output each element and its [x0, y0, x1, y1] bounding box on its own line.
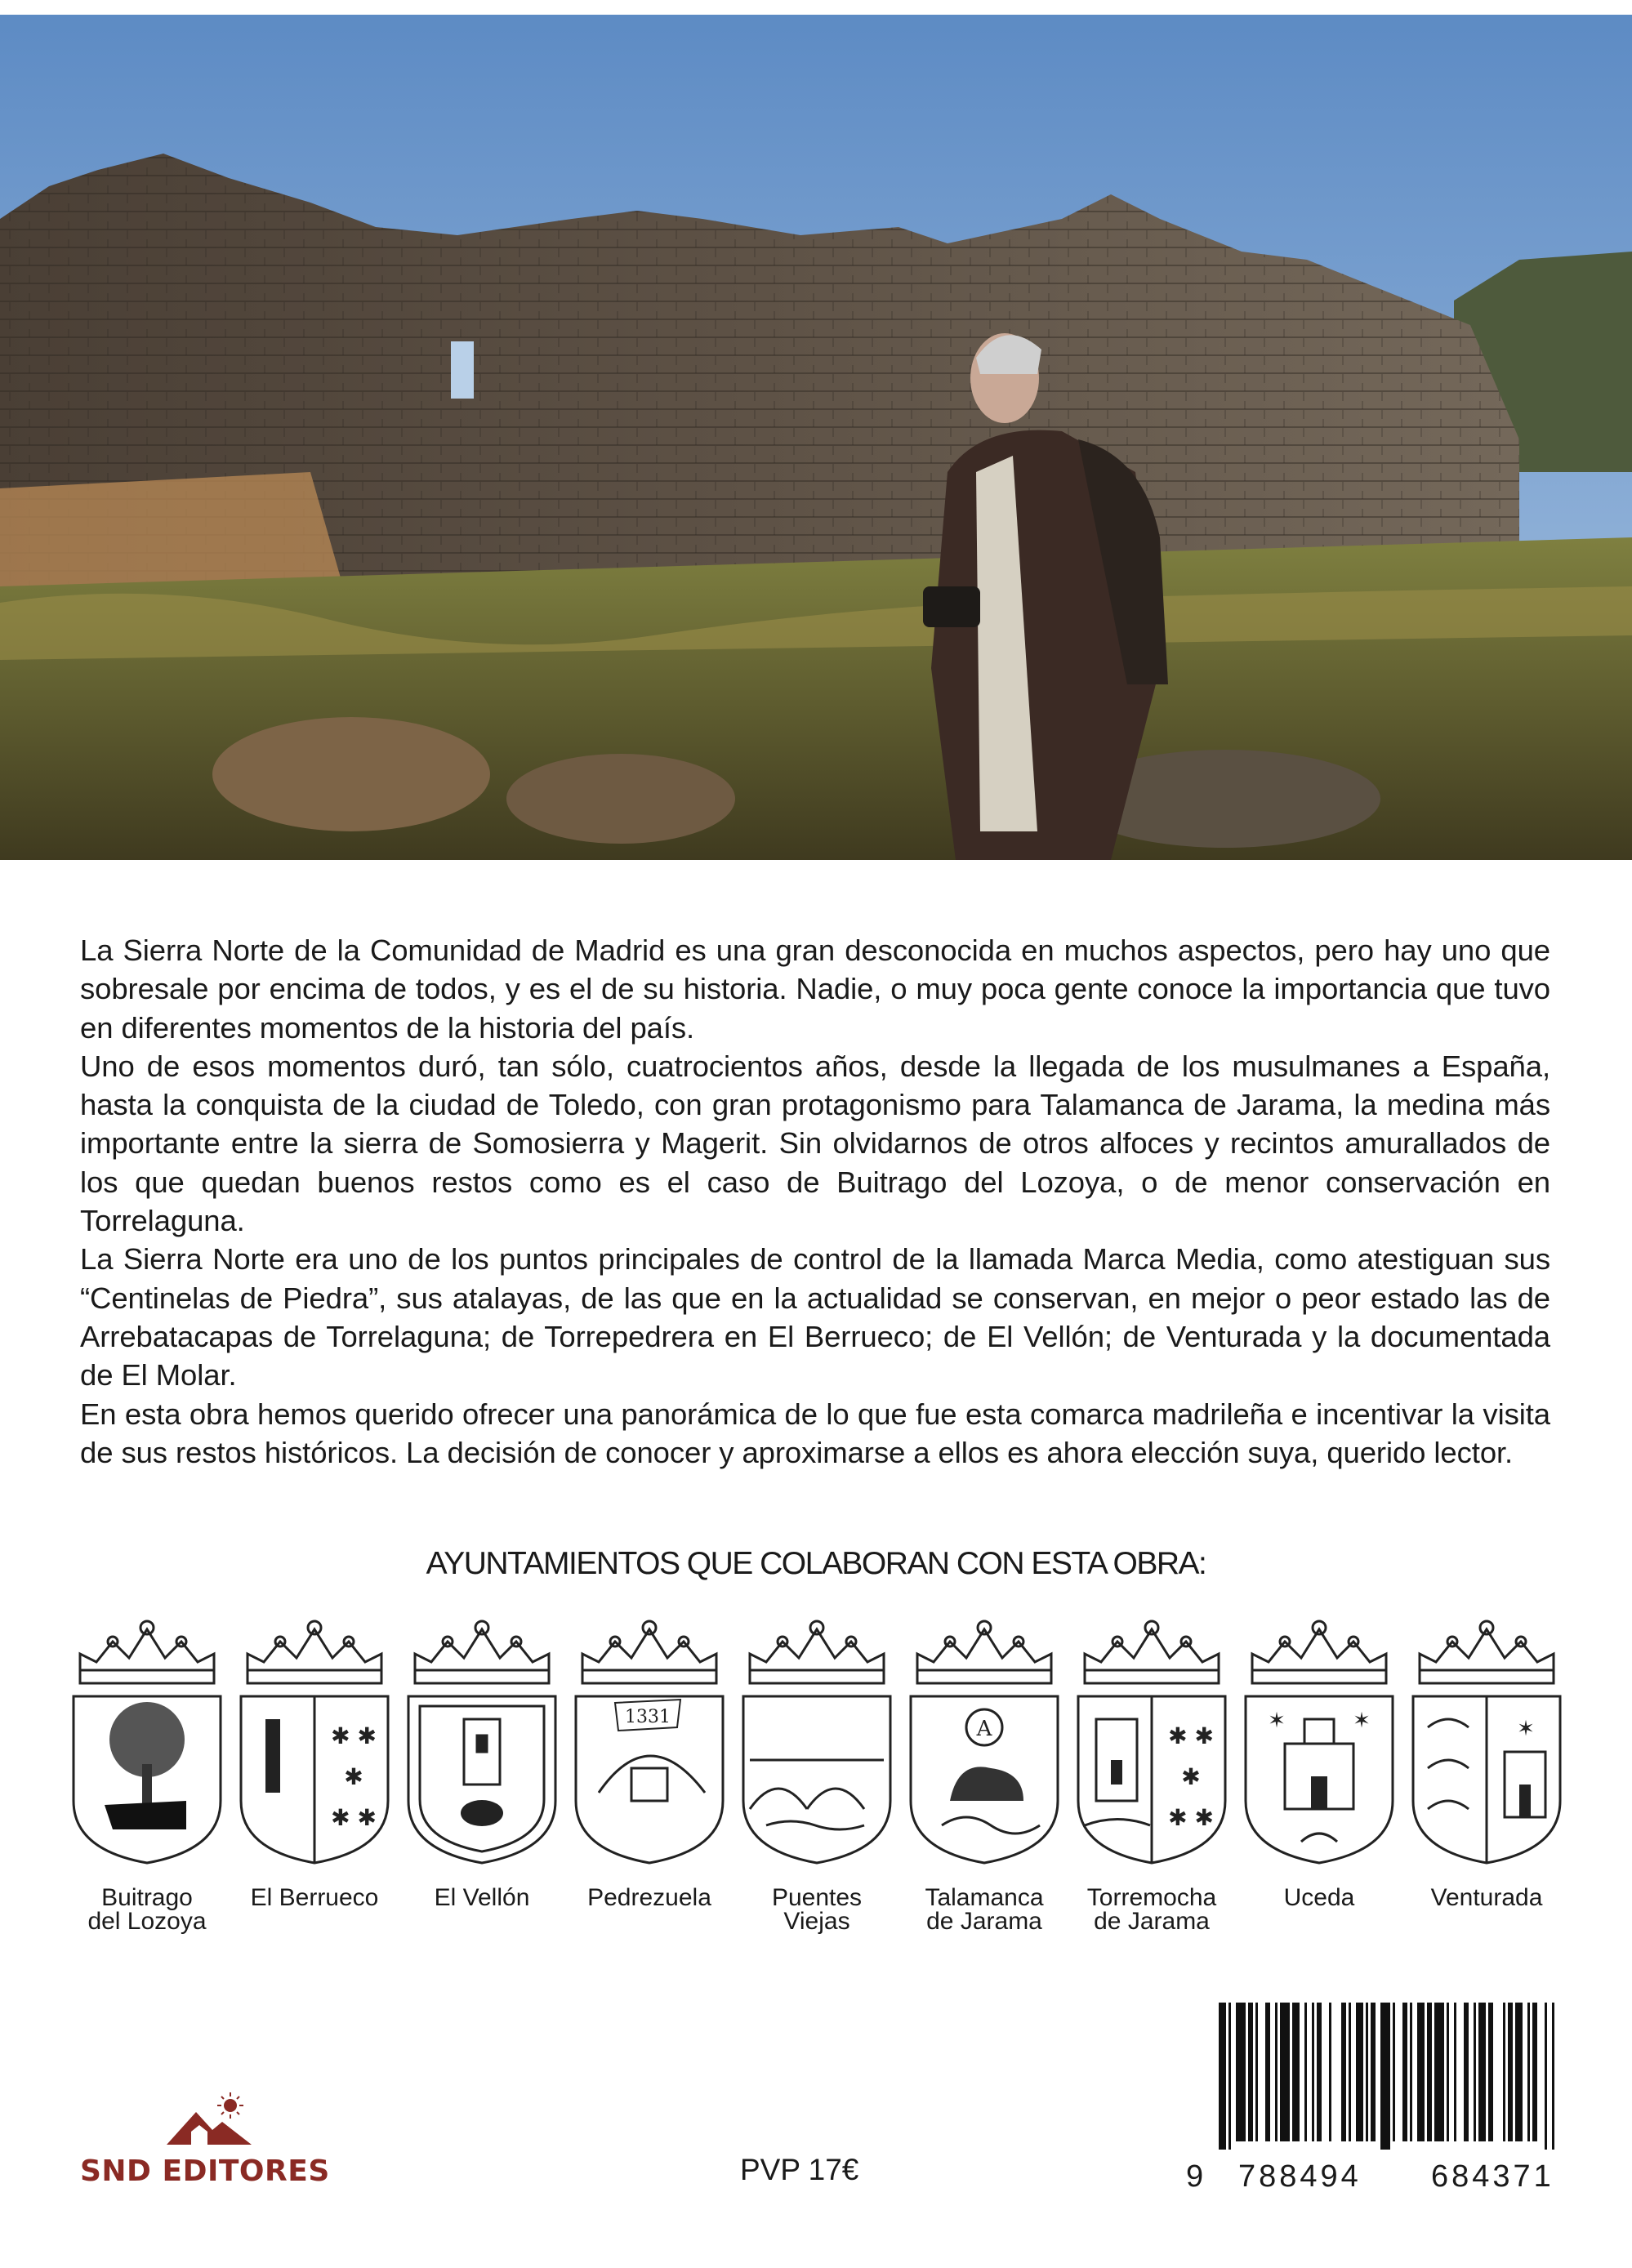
barcode-bar: [1371, 2003, 1376, 2141]
bridge-shield-icon: [734, 1597, 900, 1866]
barcode-bar: [1275, 2003, 1278, 2141]
collaborators-title: AYUNTAMIENTOS QUE COLABORAN CON ESTA OBRA:: [426, 1546, 1206, 1581]
barcode-bar: [1349, 2003, 1351, 2141]
barcode-bar: [1356, 2003, 1363, 2141]
municipality-shields: [64, 1597, 1567, 1956]
barcode-bar: [1236, 2003, 1246, 2141]
ruins-photo-illustration: [0, 15, 1632, 860]
svg-text:✶: ✶: [1268, 1709, 1286, 1733]
blurb-paragraph: En esta obra hemos querido ofrecer una panorámica de lo que fue esta comarca madrileña e incentivar la visita de sus restos históricos. La decisión de conocer y aproximarse a ellos es ahora elección suya, querido lector.: [80, 1397, 1550, 1469]
lion-shield-icon: [901, 1597, 1068, 1866]
barcode-bar: [1292, 2003, 1300, 2141]
barcode-left-digits: 788494: [1238, 2159, 1362, 2194]
shield-torremocha: [1068, 1597, 1235, 1956]
barcode-bar: [1427, 2003, 1432, 2141]
barcode-bar: [1393, 2003, 1395, 2141]
shield-label: Pedrezuela: [587, 1884, 711, 1911]
barcode-bar: [1255, 2003, 1258, 2141]
barcode-bar: [1454, 2003, 1456, 2141]
barcode-bar: [1341, 2003, 1346, 2141]
svg-text:✶: ✶: [1353, 1709, 1371, 1733]
barcode-bar: [1478, 2003, 1486, 2141]
barcode-bar: [1474, 2003, 1476, 2141]
tower-stars-shield-icon: [1068, 1597, 1235, 1866]
shield-label: El Berrueco: [250, 1884, 379, 1911]
barcode-bar: [1434, 2003, 1444, 2141]
column-stars-shield-icon: [231, 1597, 398, 1866]
barcode-right-digits: 684371: [1431, 2159, 1554, 2194]
svg-text:1331: 1331: [625, 1707, 671, 1727]
barcode-bar: [1410, 2003, 1412, 2141]
barcode-bar: [1402, 2003, 1407, 2141]
mountain-sun-logo-icon: [162, 2091, 260, 2148]
barcode-bar: [1503, 2003, 1505, 2141]
barcode-bars: [1186, 2003, 1598, 2150]
isbn-barcode: [1186, 2003, 1598, 2194]
barcode-bar: [1417, 2003, 1425, 2141]
barcode-bar: [1545, 2003, 1547, 2150]
shield-el-berrueco: [231, 1597, 398, 1956]
shield-talamanca: [901, 1597, 1068, 1956]
barcode-bar: [1532, 2003, 1537, 2141]
shield-el-vellon: [399, 1597, 565, 1956]
barcode-bar: [1515, 2003, 1523, 2141]
hill-banner-shield-icon: [566, 1597, 733, 1866]
svg-text:A: A: [976, 1717, 992, 1741]
tree-bull-shield-icon: [64, 1597, 230, 1866]
blurb-paragraph: La Sierra Norte de la Comunidad de Madrid es una gran desconocida en muchos aspectos, pero hay uno que sobresale por encima de todos, y es el de su historia. Nadie, o muy poca gente conoce la importancia que tuvo en diferentes momentos de la historia del país.: [80, 933, 1550, 1045]
svg-text:✱: ✱: [344, 1763, 363, 1790]
tower-lamb-shield-icon: [399, 1597, 565, 1866]
publisher-name: SND EDITORES: [80, 2154, 330, 2188]
barcode-bar: [1527, 2003, 1530, 2141]
shield-buitrago: [64, 1597, 230, 1956]
barcode-bar: [1280, 2003, 1290, 2141]
publisher-logo: [80, 2091, 333, 2197]
barcode-bar: [1228, 2003, 1231, 2150]
svg-text:✱ ✱: ✱ ✱: [331, 1722, 377, 1749]
barcode-bar: [1380, 2003, 1390, 2150]
barcode-bar: [1312, 2003, 1314, 2141]
blurb-paragraph: Uno de esos momentos duró, tan sólo, cuatrocientos años, desde la llegada de los musulmanes a España, hasta la conquista de la ciudad de Toledo, con gran protagonismo para Talamanca de Jarama, la medina más importante entre la sierra de Somosierra y Magerit. Sin olvidarnos de otros alfoces y recintos amurallados de los que quedan buenos restos como es el caso de Buitrago del Lozoya, o de menor conservación en Torrelaguna.: [80, 1049, 1550, 1238]
svg-text:✱ ✱: ✱ ✱: [1168, 1804, 1214, 1831]
barcode-bar: [1304, 2003, 1307, 2141]
barcode-bar: [1464, 2003, 1469, 2141]
barcode-bar: [1488, 2003, 1493, 2141]
barcode-bar: [1366, 2003, 1368, 2141]
svg-text:✱: ✱: [1181, 1763, 1201, 1790]
shield-label: El Vellón: [434, 1884, 530, 1911]
svg-text:✱ ✱: ✱ ✱: [1168, 1722, 1214, 1749]
barcode-bar: [1508, 2003, 1513, 2141]
svg-text:✶: ✶: [1517, 1717, 1535, 1741]
shield-label: Venturada: [1430, 1884, 1543, 1911]
cover-photo: [0, 15, 1632, 860]
shield-pedrezuela: [566, 1597, 733, 1956]
shield-label: Puentes Viejas: [771, 1884, 863, 1935]
shield-label: Talamanca de Jarama: [925, 1884, 1044, 1935]
shield-puentes-viejas: [734, 1597, 900, 1956]
shield-label: Buitrago del Lozoya: [87, 1884, 207, 1935]
castle-moon-shield-icon: [1236, 1597, 1402, 1866]
shield-label: Torremocha de Jarama: [1086, 1884, 1217, 1935]
barcode-bar: [1219, 2003, 1226, 2150]
barcode-bar: [1248, 2003, 1253, 2141]
horns-tower-shield-icon: [1403, 1597, 1570, 1866]
barcode-bar: [1265, 2003, 1270, 2141]
back-cover-blurb: [80, 931, 1550, 1472]
price-label: PVP 17€: [740, 2153, 859, 2186]
shield-venturada: [1403, 1597, 1570, 1956]
shield-label: Uceda: [1283, 1884, 1355, 1911]
barcode-bar: [1552, 2003, 1554, 2150]
svg-text:✱ ✱: ✱ ✱: [331, 1804, 377, 1831]
shield-uceda: [1236, 1597, 1402, 1956]
barcode-first-digit: 9: [1186, 2159, 1206, 2194]
barcode-bar: [1447, 2003, 1449, 2141]
barcode-bar: [1329, 2003, 1331, 2141]
blurb-paragraph: La Sierra Norte era uno de los puntos principales de control de la llamada Marca Media, como atestiguan sus “Centinelas de Piedra”, sus atalayas, de las que en la actualidad se conservan, en mejor o peor estado las de Arrebatacapas de Torrelaguna; de Torrepedrera en El Berrueco; de El Vellón; de Venturada y la documentada de El Molar.: [80, 1242, 1550, 1392]
barcode-bar: [1317, 2003, 1322, 2141]
